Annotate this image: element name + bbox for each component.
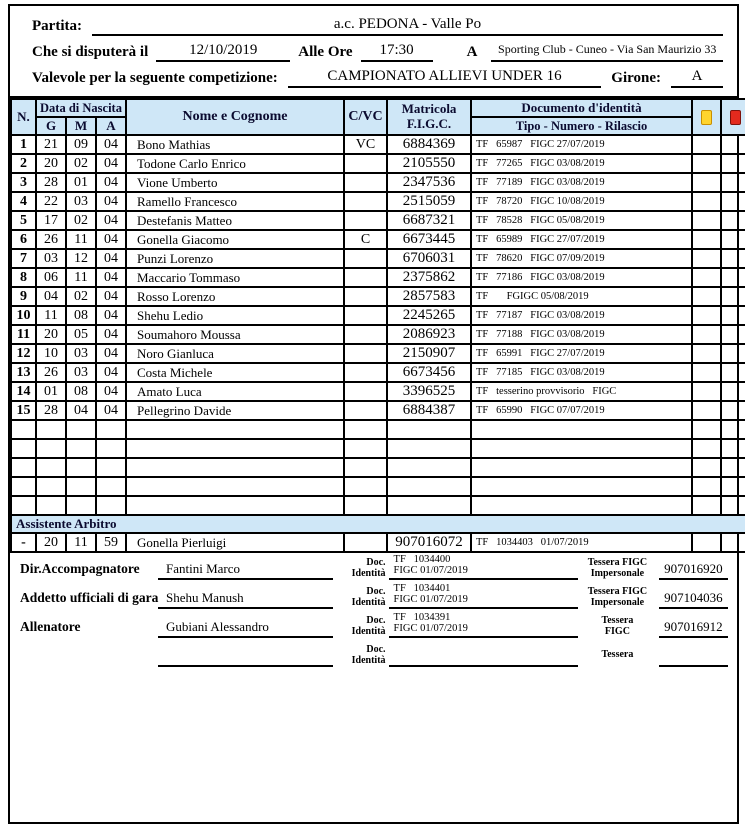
player-document: TF 65991 FIGC 27/07/2019 [471,344,692,363]
player-captain-flag [344,344,387,363]
player-birth-month [66,439,96,458]
assistant-red-card-cell [721,533,745,552]
player-captain-flag [344,439,387,458]
player-birth-year [96,458,126,477]
player-document: TF 65990 FIGC 07/07/2019 [471,401,692,420]
player-birth-day: 20 [36,325,66,344]
red-card-cell [721,135,745,154]
player-number [11,496,36,515]
player-name: Gonella Giacomo [126,230,344,249]
yellow-card-cell [692,211,721,230]
player-name: Vione Umberto [126,173,344,192]
player-birth-month: 11 [66,230,96,249]
player-name: Maccario Tommaso [126,268,344,287]
player-birth-year: 04 [96,192,126,211]
player-matricola [387,496,471,515]
player-document: TF 77185 FIGC 03/08/2019 [471,363,692,382]
player-captain-flag [344,211,387,230]
partita-label: Partita: [32,18,82,34]
player-row [11,268,745,287]
player-birth-day: 28 [36,173,66,192]
player-name: Amato Luca [126,382,344,401]
player-birth-year: 04 [96,211,126,230]
player-matricola: 2857583 [387,287,471,306]
staff-document-field: TF 1034401 FIGC 01/07/2019 [389,583,579,610]
col-header-name: Nome e Cognome [126,99,344,135]
col-header-captain: C/VC [344,99,387,135]
red-card-cell [721,306,745,325]
tessera-figc-label: Tessera FIGC Impersonale [587,556,648,579]
player-number: 10 [11,306,36,325]
player-row [11,306,745,325]
player-matricola: 6706031 [387,249,471,268]
player-document [471,439,692,458]
player-document: TF FGIGC 05/08/2019 [471,287,692,306]
empty-row [11,420,745,439]
staff-name-field: Fantini Marco [158,561,333,580]
red-card-cell [721,211,745,230]
player-matricola: 2375862 [387,268,471,287]
player-captain-flag [344,401,387,420]
red-card-cell [721,363,745,382]
tessera-figc-label: Tessera FIGC Impersonale [587,585,648,608]
player-birth-month: 11 [66,268,96,287]
col-header-year: A [96,117,126,135]
player-birth-day: 20 [36,154,66,173]
player-row [11,230,745,249]
player-captain-flag [344,173,387,192]
player-number: 6 [11,230,36,249]
yellow-card-cell [692,135,721,154]
tessera-figc-label: Tessera FIGC [601,614,634,637]
player-birth-year: 04 [96,363,126,382]
player-row [11,325,745,344]
player-birth-month [66,420,96,439]
player-document: TF 77265 FIGC 03/08/2019 [471,154,692,173]
staff-row [10,641,737,670]
assistant-referee-row [11,533,745,552]
player-matricola [387,439,471,458]
staff-role-label: Addetto ufficiali di gara [20,589,159,605]
player-document: TF 77187 FIGC 03/08/2019 [471,306,692,325]
staff-role-label: Dir.Accompagnatore [20,560,140,576]
player-rows [11,135,745,515]
player-birth-month: 12 [66,249,96,268]
col-header-day: G [36,117,66,135]
red-card-icon [730,110,741,125]
player-birth-month: 08 [66,306,96,325]
red-card-cell [721,382,745,401]
player-name [126,458,344,477]
col-header-yellow-card [692,99,721,135]
yellow-card-cell [692,306,721,325]
player-birth-year: 04 [96,173,126,192]
red-card-cell [721,173,745,192]
yellow-card-cell [692,401,721,420]
player-number: 3 [11,173,36,192]
assistant-document: TF 1034403 01/07/2019 [471,533,692,552]
player-document [471,496,692,515]
player-row [11,287,745,306]
at-label: A [466,44,478,60]
staff-document-field [389,664,579,667]
player-document: TF 65989 FIGC 27/07/2019 [471,230,692,249]
player-captain-flag [344,496,387,515]
player-row [11,363,745,382]
player-row [11,382,745,401]
player-birth-year: 04 [96,249,126,268]
player-birth-day: 21 [36,135,66,154]
player-birth-day: 26 [36,363,66,382]
player-document: TF 78720 FIGC 10/08/2019 [471,192,692,211]
player-document: TF 78528 FIGC 05/08/2019 [471,211,692,230]
player-captain-flag [344,325,387,344]
yellow-card-cell [692,192,721,211]
player-birth-month: 03 [66,363,96,382]
player-name: Soumahoro Moussa [126,325,344,344]
player-captain-flag [344,477,387,496]
player-row [11,135,745,154]
yellow-card-cell [692,287,721,306]
player-birth-year [96,439,126,458]
player-number [11,439,36,458]
matricola-header-line2: F.I.G.C. [406,116,452,131]
empty-row [11,477,745,496]
player-captain-flag [344,306,387,325]
yellow-card-cell [692,230,721,249]
player-name: Bono Mathias [126,135,344,154]
yellow-card-cell [692,496,721,515]
player-birth-day [36,496,66,515]
player-birth-month [66,496,96,515]
player-number: 7 [11,249,36,268]
competition-label: Valevole per la seguente competizione: [32,70,278,86]
player-captain-flag [344,363,387,382]
player-name: Noro Gianluca [126,344,344,363]
player-number: 14 [11,382,36,401]
red-card-cell [721,420,745,439]
red-card-cell [721,230,745,249]
staff-document-field: TF 1034391 FIGC 01/07/2019 [389,612,579,639]
assistant-referee-band [11,515,745,533]
player-name: Shehu Ledio [126,306,344,325]
yellow-card-cell [692,173,721,192]
yellow-card-cell [692,363,721,382]
player-number: 11 [11,325,36,344]
player-number: 2 [11,154,36,173]
yellow-card-cell [692,477,721,496]
player-row [11,249,745,268]
staff-document-field: TF 1034400 FIGC 01/07/2019 [389,554,579,581]
staff-role-label: Allenatore [20,618,81,634]
empty-row [11,439,745,458]
player-name [126,420,344,439]
player-birth-year [96,496,126,515]
player-document: TF 78620 FIGC 07/09/2019 [471,249,692,268]
assistant-name: Gonella Pierluigi [126,533,344,552]
player-birth-day: 22 [36,192,66,211]
partita-value: a.c. PEDONA - Valle Po [92,16,723,36]
player-document [471,420,692,439]
player-birth-month [66,477,96,496]
doc-identita-label: Doc. Identità [351,614,386,637]
player-document [471,458,692,477]
player-number [11,477,36,496]
player-birth-day [36,458,66,477]
player-number: 9 [11,287,36,306]
yellow-card-cell [692,344,721,363]
player-matricola: 3396525 [387,382,471,401]
player-birth-day: 03 [36,249,66,268]
player-matricola: 6884369 [387,135,471,154]
staff-name-field: Gubiani Alessandro [158,619,333,638]
staff-tessera-field [659,664,728,667]
col-header-birthdate: Data di Nascita [36,99,126,117]
player-row [11,211,745,230]
doc-identita-label: Doc. Identità [351,585,386,608]
player-matricola: 2105550 [387,154,471,173]
staff-row [10,554,737,583]
player-number [11,458,36,477]
player-birth-year: 04 [96,287,126,306]
player-name: Pellegrino Davide [126,401,344,420]
player-birth-day [36,477,66,496]
player-captain-flag [344,268,387,287]
player-name: Rosso Lorenzo [126,287,344,306]
player-matricola: 2086923 [387,325,471,344]
player-matricola [387,477,471,496]
yellow-card-cell [692,249,721,268]
player-matricola: 2347536 [387,173,471,192]
player-name [126,439,344,458]
yellow-card-icon [701,110,712,125]
col-header-month: M [66,117,96,135]
player-name: Todone Carlo Enrico [126,154,344,173]
player-name [126,477,344,496]
date-value: 12/10/2019 [156,42,290,62]
player-matricola: 6884387 [387,401,471,420]
player-birth-day [36,420,66,439]
player-name: Ramello Francesco [126,192,344,211]
assistant-referee-header: Assistente Arbitro [11,515,745,533]
player-birth-year [96,477,126,496]
player-birth-day: 01 [36,382,66,401]
col-header-document-sub: Tipo - Numero - Rilascio [471,117,692,135]
player-birth-month: 08 [66,382,96,401]
red-card-cell [721,287,745,306]
player-matricola: 6687321 [387,211,471,230]
assistant-birth-year: 59 [96,533,126,552]
date-line [32,42,723,62]
assistant-matricola: 907016072 [387,533,471,552]
player-birth-day: 17 [36,211,66,230]
player-number: 13 [11,363,36,382]
red-card-cell [721,268,745,287]
time-value: 17:30 [361,42,433,62]
player-number: 1 [11,135,36,154]
player-captain-flag: C [344,230,387,249]
player-matricola: 6673445 [387,230,471,249]
player-document: TF 77188 FIGC 03/08/2019 [471,325,692,344]
player-number: 12 [11,344,36,363]
player-birth-day: 26 [36,230,66,249]
player-row [11,173,745,192]
doc-identita-label: Doc. Identità [351,643,386,666]
player-captain-flag [344,458,387,477]
player-number: 15 [11,401,36,420]
red-card-cell [721,249,745,268]
player-birth-year: 04 [96,344,126,363]
empty-row [11,496,745,515]
competition-line [32,68,723,88]
player-birth-month: 02 [66,154,96,173]
player-birth-day: 06 [36,268,66,287]
player-birth-year: 04 [96,268,126,287]
yellow-card-cell [692,439,721,458]
staff-tessera-field: 907104036 [659,590,728,609]
match-roster-form [8,4,739,824]
player-captain-flag [344,382,387,401]
staff-name-field: Shehu Manush [158,590,333,609]
empty-row [11,458,745,477]
yellow-card-cell [692,325,721,344]
doc-identita-label: Doc. Identità [351,556,386,579]
player-number [11,420,36,439]
player-matricola: 6673456 [387,363,471,382]
col-header-red-card [721,99,745,135]
staff-section [10,553,737,670]
player-captain-flag [344,192,387,211]
player-birth-year: 04 [96,135,126,154]
player-birth-month: 03 [66,344,96,363]
col-header-document: Documento d'identità [471,99,692,117]
player-number: 8 [11,268,36,287]
tessera-figc-label: Tessera [601,649,634,661]
player-birth-month [66,458,96,477]
player-birth-month: 03 [66,192,96,211]
player-birth-year: 04 [96,230,126,249]
assistant-yellow-card-cell [692,533,721,552]
player-name: Destefanis Matteo [126,211,344,230]
yellow-card-cell [692,154,721,173]
yellow-card-cell [692,458,721,477]
assistant-number: - [11,533,36,552]
venue-value: Sporting Club - Cuneo - Via San Maurizio 33 [491,42,723,62]
competition-value: CAMPIONATO ALLIEVI UNDER 16 [288,68,601,88]
player-birth-month: 09 [66,135,96,154]
player-row [11,344,745,363]
partita-line [32,16,723,36]
red-card-cell [721,439,745,458]
player-birth-month: 04 [66,401,96,420]
player-birth-month: 05 [66,325,96,344]
player-document: TF 65987 FIGC 27/07/2019 [471,135,692,154]
player-row [11,192,745,211]
player-number: 4 [11,192,36,211]
time-label: Alle Ore [298,44,353,60]
player-captain-flag [344,249,387,268]
player-matricola: 2515059 [387,192,471,211]
form-header [10,6,737,98]
staff-row [10,612,737,641]
player-birth-year [96,420,126,439]
player-document: TF 77186 FIGC 03/08/2019 [471,268,692,287]
player-birth-day [36,439,66,458]
col-header-matricola [387,99,471,135]
player-birth-day: 04 [36,287,66,306]
date-label: Che si disputerà il [32,44,149,60]
red-card-cell [721,477,745,496]
yellow-card-cell [692,382,721,401]
player-document: TF tesserino provvisorio FIGC [471,382,692,401]
assistant-birth-month: 11 [66,533,96,552]
player-captain-flag [344,154,387,173]
girone-value: A [671,68,723,88]
staff-tessera-field: 907016912 [659,619,728,638]
player-number: 5 [11,211,36,230]
red-card-cell [721,344,745,363]
staff-row [10,583,737,612]
player-birth-year: 04 [96,325,126,344]
player-matricola: 2150907 [387,344,471,363]
player-birth-month: 02 [66,211,96,230]
player-birth-year: 04 [96,401,126,420]
player-captain-flag: VC [344,135,387,154]
red-card-cell [721,154,745,173]
player-birth-month: 01 [66,173,96,192]
player-captain-flag [344,420,387,439]
player-matricola [387,420,471,439]
player-row [11,401,745,420]
staff-tessera-field: 907016920 [659,561,728,580]
matricola-header-line1: Matricola [401,101,457,117]
staff-name-field [158,664,333,667]
player-document [471,477,692,496]
player-name: Punzi Lorenzo [126,249,344,268]
red-card-cell [721,496,745,515]
player-name: Costa Michele [126,363,344,382]
assistant-birth-day: 20 [36,533,66,552]
girone-label: Girone: [611,70,661,86]
red-card-cell [721,192,745,211]
player-captain-flag [344,287,387,306]
player-birth-year: 04 [96,382,126,401]
player-matricola: 2245265 [387,306,471,325]
player-row [11,154,745,173]
player-document: TF 77189 FIGC 03/08/2019 [471,173,692,192]
player-birth-month: 02 [66,287,96,306]
player-birth-day: 11 [36,306,66,325]
red-card-cell [721,325,745,344]
player-birth-year: 04 [96,154,126,173]
yellow-card-cell [692,420,721,439]
col-header-number: N. [11,99,36,135]
assistant-section [11,515,745,552]
player-birth-day: 28 [36,401,66,420]
assistant-captain-flag [344,533,387,552]
player-matricola [387,458,471,477]
player-name [126,496,344,515]
roster-table [10,98,745,553]
yellow-card-cell [692,268,721,287]
player-birth-year: 04 [96,306,126,325]
player-birth-day: 10 [36,344,66,363]
red-card-cell [721,401,745,420]
red-card-cell [721,458,745,477]
